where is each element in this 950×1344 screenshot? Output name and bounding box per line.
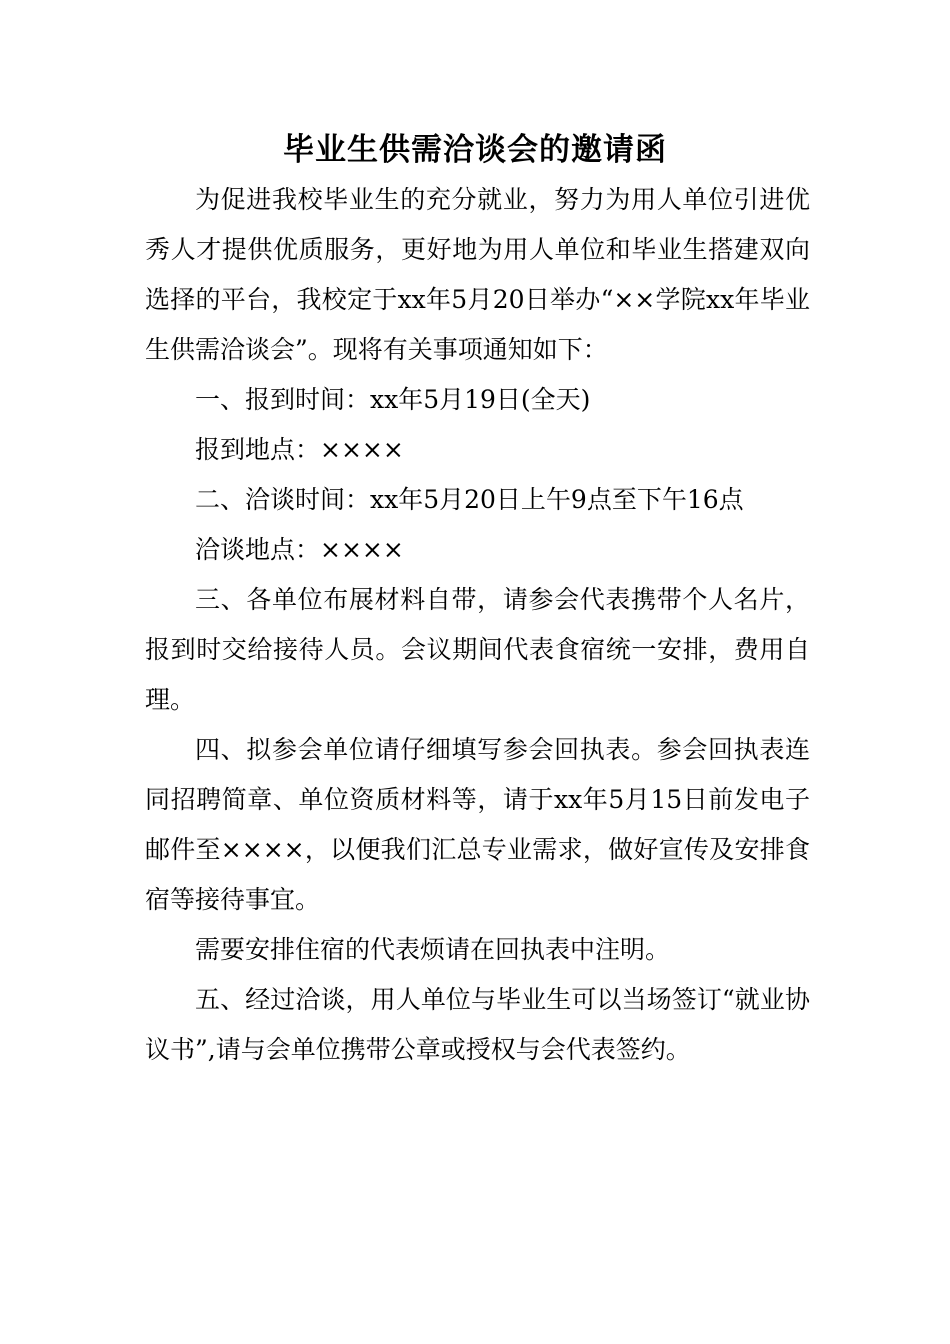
item-registration-form: 四、拟参会单位请仔细填写参会回执表。参会回执表连同招聘简章、单位资质材料等，请于xx年5月15日前发电子邮件至××××，以便我们汇总专业需求，做好宣传及安排食宿等接待事宜。: [145, 735, 810, 914]
item-materials: 三、各单位布展材料自带，请参会代表携带个人名片，报到时交给接待人员。会议期间代表食宿统一安排，费用自理。: [145, 585, 810, 714]
item-registration-location: 报到地点：××××: [195, 435, 404, 464]
item-employment-agreement: 五、经过洽谈，用人单位与毕业生可以当场签订“就业协议书”,请与会单位携带公章或授权与会代表签约。: [145, 985, 810, 1064]
document-title: 毕业生供需洽谈会的邀请函: [283, 132, 667, 168]
document-body: [145, 175, 810, 1075]
item-accommodation-note: 需要安排住宿的代表烦请在回执表中注明。: [195, 935, 671, 964]
item-negotiation-location: 洽谈地点：××××: [195, 535, 404, 564]
item-negotiation-time: 二、洽谈时间：xx年5月20日上午9点至下午16点: [195, 485, 744, 514]
intro-paragraph: 为促进我校毕业生的充分就业，努力为用人单位引进优秀人才提供优质服务，更好地为用人单位和毕业生搭建双向选择的平台，我校定于xx年5月20日举办“××学院xx年毕业生供需洽谈会”。现将有关事项通知如下：: [145, 185, 810, 364]
item-registration-time: 一、报到时间：xx年5月19日(全天): [195, 385, 591, 414]
